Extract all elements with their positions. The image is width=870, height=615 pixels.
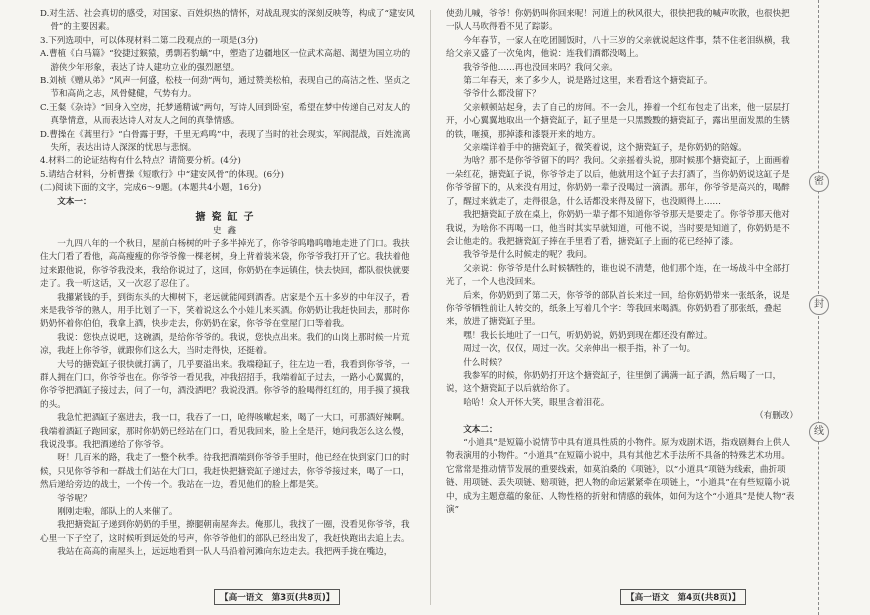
right-text-line: 后来，你奶奶到了第二天，你爷爷的部队首长来过一回，给你奶奶带来一张纸条，说是你爷爷牺牲前让人转交的，纸条上写着几个字：等我回来喝酒。你奶奶看了那张纸，叠起来，放进了搪瓷缸子里。 (446, 290, 790, 328)
left-text-line: 我攥紧钱的手，到街东头的大柳树下，老远就能闻到酒香。店家是个五十多岁的中年汉子，看来是我爷爷的熟人，用手比划了一下，笑着说这么个小娃儿来买酒。你奶奶让我赶快回去，那时你奶奶怀着你伯伯，我拿上酒，快步走去，你奶奶在家，你爷爷在堂屋门口等着我。 (40, 292, 410, 330)
right-text-line: 父亲顿顿站起身，去了自己的房间。不一会儿，捧着一个红布包走了出来，他一层层打开，小心翼翼地取出一个搪瓷缸子，缸子里是一只黑黢黢的搪瓷缸子，露出里面发黑的生锈的铁，咂摸，那掉漆和漆裂开来的地方。 (446, 102, 790, 140)
right-text-line: “小道具”是短篇小说情节中具有道具性质的小物件。原为戏剧术语，指戏剧舞台上供人物表演用的小物件。“小道具”在短篇小说中，具有其他艺术手法所不具备的特殊艺术功用。它常常是推动情节发展的重要线索，如莫泊桑的《项链》，以“小道具”项链为线索，曲折项链、用项链、丢失项链、赔项链，把人物的命运紧紧牵在项链上，“小道具”在有些短篇小说中，成为主题意蕴的象征、人物性格的折射和情感的载体，如何为这个“小道具”是使人物“表演” (446, 438, 795, 516)
left-text-line: 呀！几百米的路，我走了一整个秋季。待我把酒端到你爷爷手里时，他已经在快到家门口的时候，只见你爷爷和一群战士们站在大门口，我赶快把搪瓷缸子递过去，你爷爷接过来，喝了一口，然后递给旁边的战士，一个传一个。我站在一边，看见他们的脸上都是笑。 (40, 453, 410, 491)
left-text-line: 3.下列选项中，可以体现材料二第二段观点的一项是(3分) (40, 35, 259, 46)
right-text-line: 第二年春天，来了多少人，说是路过这里，来看看这个搪瓷缸子。 (463, 76, 713, 87)
left-text-line: 我说：您快点说吧，这碗酒，是给你爷爷的。我说，您快点出来。我们的山岗上那时候一片荒凉，我赶上你爷爷，就跟你们这么大，当时走得快，还挺着。 (40, 332, 410, 357)
right-text-line: 今年春节，一家人在吃团圆饭时，八十三岁的父亲就说起这件事，禁不住老泪纵横，我给父亲又盛了一次兔肉，他说：连我们酒都没喝上。 (446, 35, 790, 60)
left-text-line: 搪瓷缸子 (195, 212, 260, 224)
left-text-line: 我站在高高的南屋头上，远远地看到一队人马沿着河滩向东边走去。我把两手拢在嘴边， (57, 547, 393, 558)
left-text-line: 一九四八年的一个秋日，屋前白杨树的叶子多半掉光了，你爷爷呜噜呜噜地走进了门口。我扶住大门看了看他，高高瘦瘦的你爷爷像一棵老树，身上背着装米袋，你爷爷我打开了它。我扶着他过来跟他说，你爷爷我没来，我给你说过了，这回，你奶奶在李远镇住，快去快回，都队很快就要走了。我一听这话，又一次忍了忍住了。 (40, 238, 410, 290)
left-text-line: B.刘桢《赠从弟》“风声一何盛，松枝一何劲”两句，通过赞美松柏，表现自己的高洁之性、坚贞之节和高尚之志，风骨健健，气势有力。 (40, 76, 411, 100)
left-text-line: 大号的搪瓷缸子很快就打满了，几乎要溢出来。我端稳缸子，往左边一看，我看到你爷爷，一群人拥在门口，你爷爷也在。你爷爷一看见我，冲我招招手，我端着缸子过去，一路小心翼翼的，你爷爷把酒缸子接过去，问了一句，酒没洒吧？我说没洒。你爷爷的脸喝得红红的，用手摸了摸我的头。 (40, 359, 410, 410)
right-text-line: 爷爷什么都没留下？ (463, 89, 541, 100)
seal-mark-mi: 密 (809, 172, 829, 192)
left-text-line: A.曹植《白马篇》“狡捷过猴猿，勇剽若豹螭”中，塑造了边疆地区一位武术高超、渴望为国立功的游侠少年形象，表达了诗人建功立业的强烈愿望。 (40, 49, 411, 73)
right-text-line: 嘿！我长长地吐了一口气，听奶奶说，奶奶到现在都还没有醉过。 (463, 330, 713, 341)
left-text-line: 我把搪瓷缸子递到你奶奶的手里，撩腿朝南屋奔去。俺那儿，我找了一圈，没看见你爷爷，我心里一下子空了，这时候听到远处的号声，你爷爷他们的部队已经出发了，我赶快跑出去追上去。 (40, 520, 410, 544)
right-text-line: 我爷爷是什么时候走的呢？我问。 (463, 250, 593, 261)
right-text-line: 使劲儿喊，爷爷！你奶奶叫你回来呢！河道上的秋风很大，很快把我的喊声吹散，也很快把一队人马吹得看不见了踪影。 (446, 9, 790, 33)
left-text-line: 5.请结合材料，分析曹操《短歌行》中“建安风骨”的体现。(6分) (40, 169, 285, 180)
right-text-line: 周过一次，仅仅，周过一次。父亲伸出一根手指，补了一句。 (463, 344, 696, 355)
right-text-line: （有删改） (755, 411, 798, 422)
left-text-line: 文本一： (57, 196, 92, 207)
right-text-line: 我把搪瓷缸子放在桌上，你奶奶一辈子都不知道你爷爷那天是要走了。你爷爷那天他对我说，为啥你不再喝一口，他当时其实早就知道，可他不说，当时要是知道了，你奶奶是不会让他走的。我把搪瓷缸子捧在手里看了看，搪瓷缸子上面的花已经掉了漆。 (446, 210, 790, 247)
right-text-line: 父亲说：你爷爷是什么时候牺牲的，谁也说不清楚，他们那个连，在一场战斗中全部打光了，一个人也没回来。 (446, 263, 790, 288)
right-text-line: 哈哈！众人开怀大笑，眼里含着泪花。 (463, 397, 610, 408)
left-text-line: 4.材料二的论证结构有什么特点？请简要分析。(4分) (40, 156, 241, 167)
page-footer-right: 【高一语文 第4页(共8页)】 (620, 589, 746, 605)
left-text-line: C.王粲《杂诗》“回身入空房，托梦通精诚”两句，写诗人回到卧室，希望在梦中传递自己对友人的真挚情意，从而表达诗人对友人之间的真挚情感。 (40, 102, 411, 127)
seal-mark-xian: 线 (809, 422, 829, 442)
right-column (446, 8, 798, 517)
right-text-line: 我参军的时候，你奶奶打开这个搪瓷缸子，往里倒了满满一缸子酒，然后喝了一口，说，这个搪瓷缸子以后就给你了。 (446, 370, 782, 395)
left-text-line: D.对生活、社会真切的感受，对国家、百姓炽热的情怀，对战乱现实的深刻反映等，构成了“建安风骨”的主要因素。 (40, 9, 415, 33)
column-divider (430, 10, 431, 605)
right-text-line: 我爷爷他……再也没回来吗？我问父亲。 (463, 62, 618, 73)
left-text-line: 刚刚走啦，部队上的人来催了。 (57, 507, 178, 518)
right-text-line: 文本二： (463, 424, 498, 435)
right-text-line: 什么时候？ (463, 357, 507, 368)
left-text-line: D.曹操在《蒿里行》“白骨露于野，千里无鸡鸣”中，表现了当时的社会现实，军阀混战，百姓流离失所，表达出诗人深深的忧思与悲悯。 (40, 129, 411, 154)
right-text-line: 父亲端详着手中的搪瓷缸子，微笑着说，这个搪瓷缸子，是你奶奶的陪嫁。 (463, 143, 747, 154)
left-text-line: 我急忙把酒缸子塞进去，我一口，我吞了一口，呛得咳嗽起来，喝了一大口，可那酒好辣啊。我端着酒缸子跑回家，那时你奶奶已经站在门口，看见我回来，脸上全是汗，她问我怎么这么慢，我说没事。我把酒递给了你爷爷。 (40, 413, 410, 450)
left-text-line: 史鑫 (212, 225, 243, 236)
left-text-line: 爷爷呢？ (57, 493, 92, 504)
right-text-line: 为啥？那不是你爷爷留下的吗？我问。父亲摇着头说，那时候那个搪瓷缸子，上面画着一朵红花，搪瓷缸子说，你爷爷走了以后，他就用这个缸子去打酒了，当你奶奶说这缸子是你爷爷留下的，从来没有用过，你奶奶一辈子没喝过一滴酒。那年，你爷爷是高兴的，喝醉了，醒过来就走了，走得很急，什么话都没来得及留下，也没顾得上…… (446, 156, 790, 207)
left-text-line: (二)阅读下面的文字，完成6～9题。(本题共4小题，16分) (40, 183, 262, 194)
page-footer-left: 【高一语文 第3页(共8页)】 (214, 589, 340, 605)
seal-mark-feng: 封 (809, 295, 829, 315)
left-column (40, 8, 415, 560)
